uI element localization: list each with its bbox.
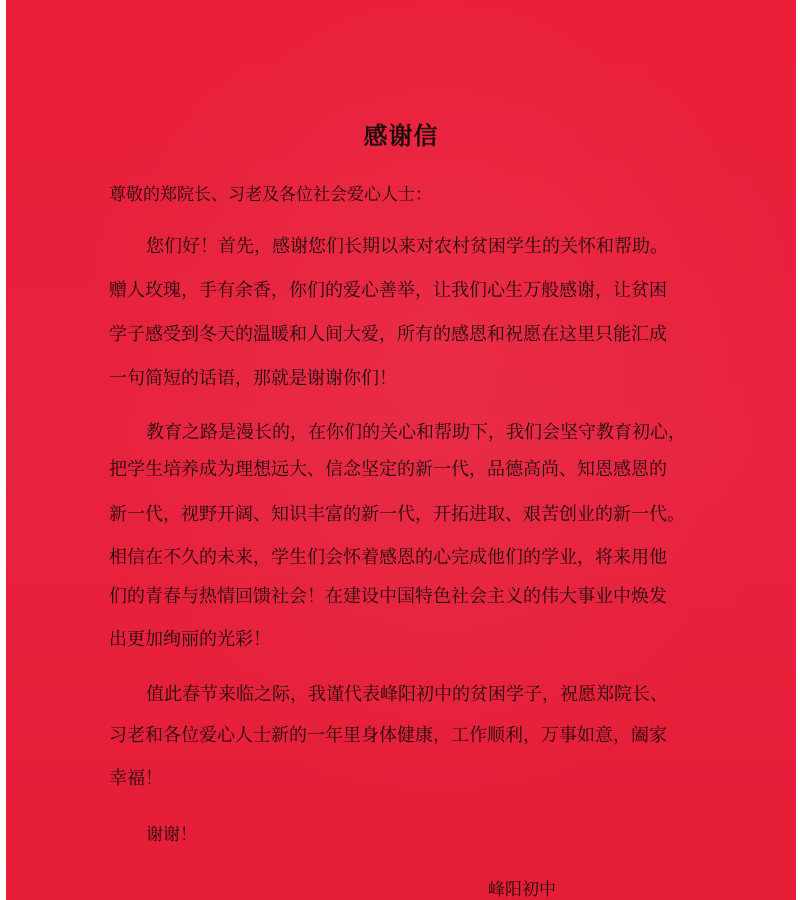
signature-school-name: 峰阳初中 <box>488 880 556 900</box>
paragraph-1-line-3: 学子感受到冬天的温暖和人间大爱，所有的感恩和祝愿在这里只能汇成 <box>109 324 667 345</box>
red-paper-sheet <box>6 0 796 900</box>
paragraph-1-line-4: 一句简短的话语，那就是谢谢你们！ <box>109 368 397 389</box>
paragraph-3-line-2: 习老和各位爱心人士新的一年里身体健康，工作顺利，万事如意，阖家 <box>109 725 667 746</box>
letter-title: 感谢信 <box>363 122 439 150</box>
closing-thanks: 谢谢！ <box>146 825 197 845</box>
paragraph-1-line-1: 您们好！首先，感谢您们长期以来对农村贫困学生的关怀和帮助。 <box>146 236 668 257</box>
paragraph-2-line-5: 们的青春与热情回馈社会！在建设中国特色社会主义的伟大事业中焕发 <box>109 586 667 607</box>
paragraph-2-line-3: 新一代，视野开阔、知识丰富的新一代，开拓进取、艰苦创业的新一代。 <box>109 504 685 525</box>
paragraph-3-line-3: 幸福！ <box>109 768 163 789</box>
paragraph-2-line-1: 教育之路是漫长的，在你们的关心和帮助下，我们会坚守教育初心， <box>146 422 686 443</box>
thank-you-letter <box>6 0 796 900</box>
paragraph-1-line-2: 赠人玫瑰，手有余香，你们的爱心善举，让我们心生万般感谢，让贫困 <box>109 280 667 301</box>
paragraph-2-line-2: 把学生培养成为理想远大、信念坚定的新一代，品德高尚、知恩感恩的 <box>109 459 667 480</box>
paragraph-2-line-6: 出更加绚丽的光彩！ <box>109 629 271 650</box>
letter-salutation: 尊敬的郑院长、习老及各位社会爱心人士： <box>109 185 432 205</box>
paragraph-3-line-1: 值此春节来临之际，我谨代表峰阳初中的贫困学子，祝愿郑院长、 <box>146 684 668 705</box>
paragraph-2-line-4: 相信在不久的未来，学生们会怀着感恩的心完成他们的学业，将来用他 <box>109 547 667 568</box>
